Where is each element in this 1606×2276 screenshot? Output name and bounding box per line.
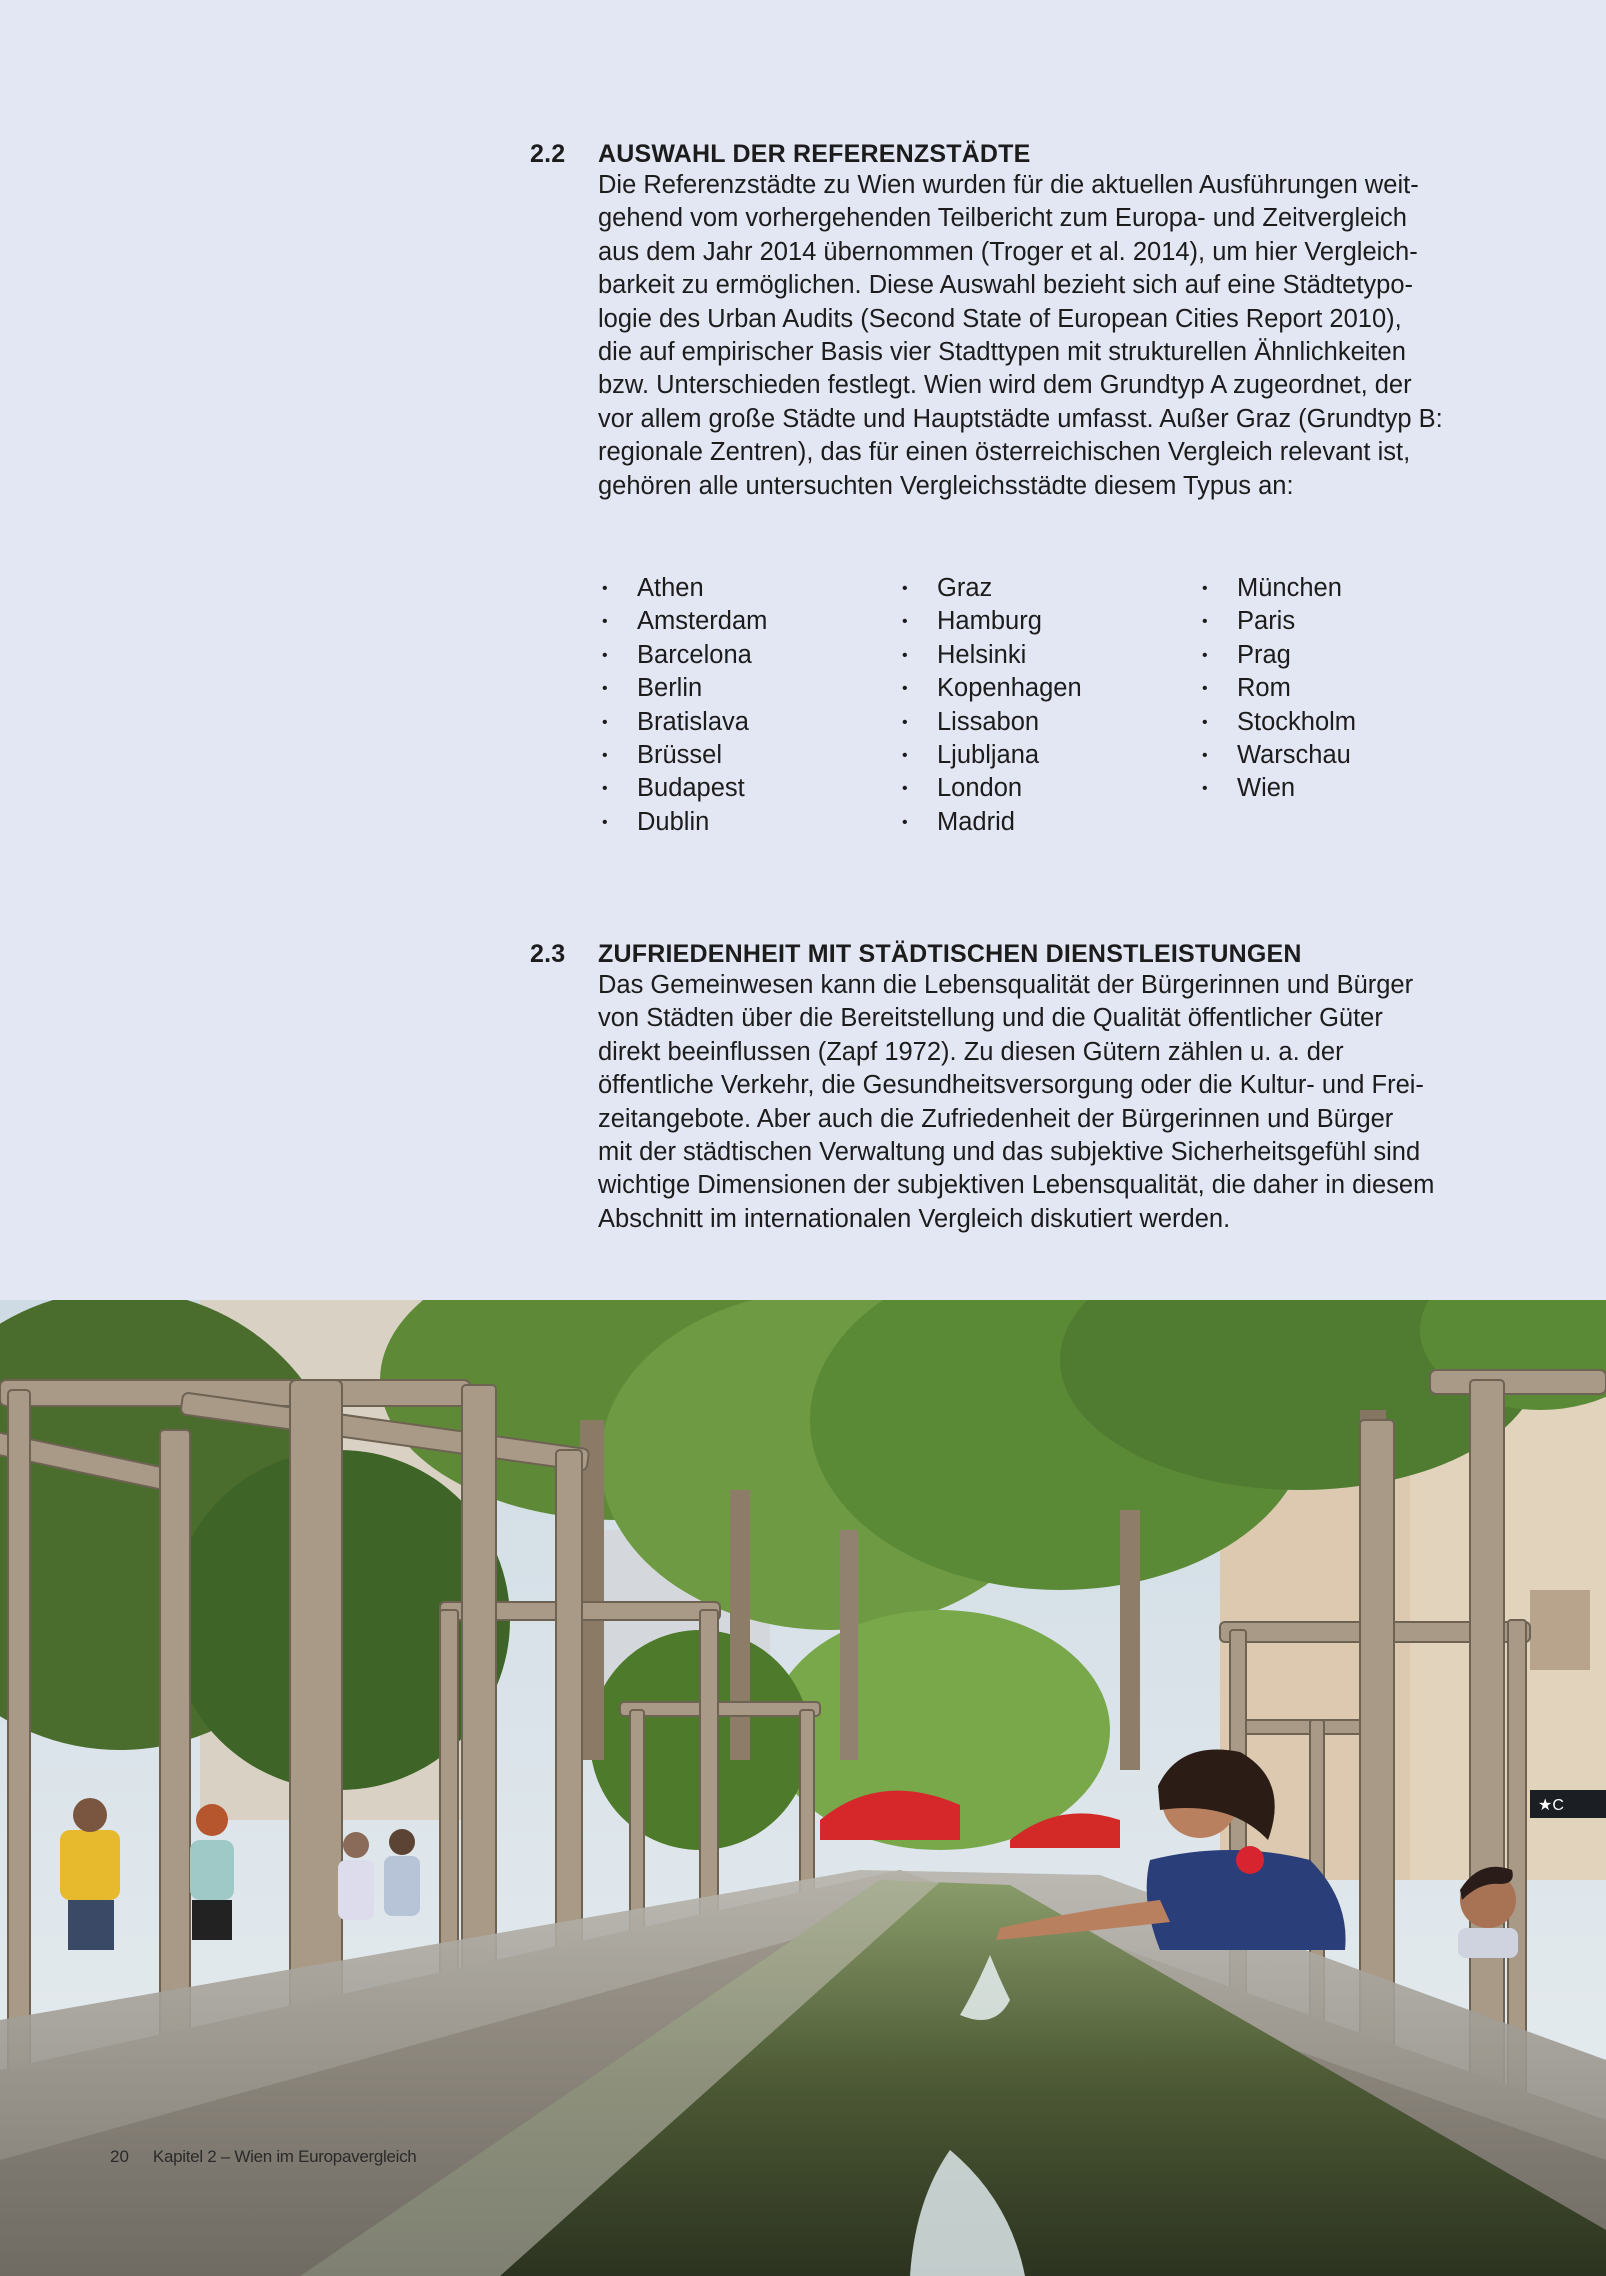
city-column-1 [596,572,896,839]
text-line: direkt beeinflussen (Zapf 1972). Zu diesen Gütern zählen u. a. der [598,1037,1344,1066]
list-item: • Bratislava [596,706,896,739]
list-item: • Budapest [596,772,896,805]
list-item: • Brüssel [596,739,896,772]
text-line: die auf empirischer Basis vier Stadttypen mit strukturellen Ähnlichkeiten [598,338,1406,367]
list-item: • Lissabon [896,706,1196,739]
text-line: Die Referenzstädte zu Wien wurden für die aktuellen Ausführungen weit- [598,171,1419,199]
text-line: logie des Urban Audits (Second State of European Cities Report 2010), [598,304,1402,333]
section-title: ZUFRIEDENHEIT MIT STÄDTISCHEN DIENSTLEISTUNGEN [598,940,1302,968]
text-line: gehören alle untersuchten Vergleichsstädte diesem Typus an: [598,471,1294,500]
text-line: bzw. Unterschieden festlegt. Wien wird dem Grundtyp A zugeordnet, der [598,371,1412,400]
city-list [596,572,1496,839]
text-line: vor allem große Städte und Hauptstädte umfasst. Außer Graz (Grundtyp B: [598,404,1443,433]
list-item: • München [1196,572,1496,605]
text-line: Abschnitt im internationalen Vergleich diskutiert werden. [598,1204,1231,1233]
list-item: • Stockholm [1196,706,1496,739]
list-item: • Athen [596,572,896,605]
list-item: • Amsterdam [596,605,896,638]
city-column-2 [896,572,1196,839]
list-item: • Paris [1196,605,1496,638]
text-line: Das Gemeinwesen kann die Lebensqualität der Bürgerinnen und Bürger [598,971,1414,999]
text-line: von Städten über die Bereitstellung und die Qualität öffentlicher Güter [598,1004,1383,1033]
list-item: • London [896,772,1196,805]
list-item: • Berlin [596,672,896,705]
list-item: • Madrid [896,806,1196,839]
list-item: • Warschau [1196,739,1496,772]
list-item: • Wien [1196,772,1496,805]
text-line: aus dem Jahr 2014 übernommen (Troger et al. 2014), um hier Vergleich- [598,237,1418,266]
list-item: • Kopenhagen [896,672,1196,705]
section-heading [530,140,1470,169]
section-paragraph [598,169,1478,503]
text-line: mit der städtischen Verwaltung und das subjektive Sicherheitsgefühl sind [598,1138,1421,1167]
list-item: • Hamburg [896,605,1196,638]
city-column-3 [1196,572,1496,839]
text-line: öffentliche Verkehr, die Gesundheitsversorgung oder die Kultur- und Frei- [598,1071,1424,1100]
text-line: gehend vom vorhergehenden Teilbericht zum Europa- und Zeitvergleich [598,204,1407,233]
list-item: • Prag [1196,639,1496,672]
section-2-2 [530,140,1470,503]
text-line: barkeit zu ermöglichen. Diese Auswahl bezieht sich auf eine Städtetypo- [598,271,1414,300]
list-item: • Rom [1196,672,1496,705]
list-item: • Graz [896,572,1196,605]
page-number: 20 [110,2147,129,2166]
chapter-title: Kapitel 2 – Wien im Europavergleich [152,2147,417,2166]
section-title: AUSWAHL DER REFERENZSTÄDTE [598,140,1031,168]
section-number: 2.2 [530,140,566,168]
street-fountain-photo [0,1300,1606,2276]
section-2-3 [530,940,1470,1236]
text-line: regionale Zentren), das für einen österreichischen Vergleich relevant ist, [598,438,1411,467]
list-item: • Barcelona [596,639,896,672]
list-item: • Ljubljana [896,739,1196,772]
svg-text:★C: ★C [1538,1797,1564,1814]
text-line: wichtige Dimensionen der subjektiven Lebensqualität, die daher in diesem [598,1171,1435,1200]
section-paragraph [598,969,1478,1236]
section-number: 2.3 [530,940,566,968]
list-item: • Dublin [596,806,896,839]
list-item: • Helsinki [896,639,1196,672]
page-footer [110,2147,416,2167]
section-heading [530,940,1470,969]
text-line: zeitangebote. Aber auch die Zufriedenheit der Bürgerinnen und Bürger [598,1104,1394,1133]
